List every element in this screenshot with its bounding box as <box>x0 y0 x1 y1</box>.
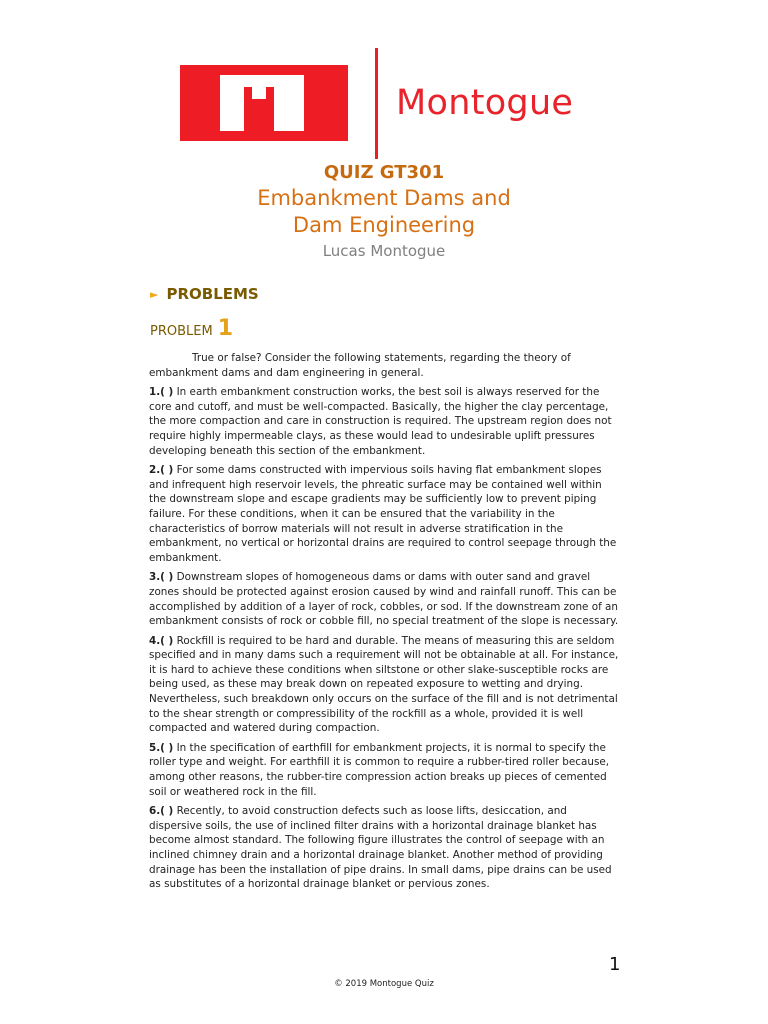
problem-number: 1 <box>217 316 234 341</box>
statement-6 <box>149 804 621 892</box>
statement-3 <box>149 570 621 628</box>
statement-number: 3.( ) <box>149 571 174 584</box>
problem-intro: True or false? Consider the following statements, regarding the theory of embankment dams and dam engineering in general. <box>149 352 571 379</box>
statement-text: Recently, to avoid construction defects such as loose lifts, desiccation, and dispersive soils, the use of inclined filter drains with a horizontal drainage blanket has become almost standard. The following figure illustrates the control of seepage with an inclined chimney drain and a horizontal drainage blanket. Another method of providing drainage has been the installation of pipe drains. In small dams, pipe drains can be used as substitutes of a horizontal drainage blanket or pervious zones. <box>149 805 612 891</box>
problem-body <box>149 351 621 897</box>
problem-label: PROBLEM <box>150 324 213 339</box>
footer-copyright: © 2019 Montogue Quiz <box>334 979 434 989</box>
statement-number: 5.( ) <box>149 741 174 754</box>
problem-heading <box>150 316 233 341</box>
statement-text: In earth embankment construction works, the best soil is always reserved for the core and cutoff, and must be well-compacted. Basically, the higher the clay percentage, the more compaction and care in construction is required. The upstream region does not require highly impermeable clays, as these would lead to undesirable uplift pressures developing beneath this section of the embankment. <box>149 386 612 457</box>
statement-number: 4.( ) <box>149 634 174 647</box>
statement-text: In the specification of earthfill for embankment projects, it is normal to specify the roller type and weight. For earthfill it is common to require a rubber-tired roller because, among other reasons, the rubber-tire compression action breaks up pieces of cemented soil or weathered rock in the fill. <box>149 741 610 798</box>
statement-number: 6.( ) <box>149 805 174 818</box>
author-name: Lucas Montogue <box>322 242 446 260</box>
statement-text: For some dams constructed with impervious soils having flat embankment slopes and infrequent high reservoir levels, the phreatic surface may be contained well within the downstream slope and escape gradients may be sufficiently low to prevent piping failure. For these conditions, when it can be ensured that the variability in the characteristics of borrow materials will not result in adverse stratification in the embankment, no vertical or horizontal drains are required to control seepage through the embankment. <box>149 464 617 564</box>
quiz-code: QUIZ GT301 <box>323 162 445 183</box>
statement-number: 1.( ) <box>149 386 174 399</box>
brand-name: Montogue <box>396 83 574 123</box>
logo-bar-mid <box>252 87 266 99</box>
statement-text: Downstream slopes of homogeneous dams or dams with outer sand and gravel zones should be protected against erosion caused by wind and rainfall runoff. This can be accomplished by addition of a layer of rock, cobbles, or sod. If the downstream zone of an embankment consists of rock or cobble fill, no special treatment of the slope is necessary. <box>149 571 619 628</box>
statement-number: 2.( ) <box>149 464 174 477</box>
statement-text: Rockfill is required to be hard and durable. The means of measuring this are seldom specified and in many dams such a requirement will not be obtainable at all. For instance, it is hard to achieve these conditions when siltstone or other slake-susceptible rocks are being used, as these may break down on repeated exposure to wetting and drying. Nevertheless, such breakdown only occurs on the surface of the fill and is not detrimental to the shear strength or compressibility of the rockfill as a whole, provided it is well compacted and watered during compaction. <box>149 634 619 735</box>
title-line-2: Dam Engineering <box>292 213 476 237</box>
quiz-title <box>0 185 768 239</box>
statement-1 <box>149 385 621 458</box>
title-line-1: Embankment Dams and <box>257 186 511 210</box>
section-label: PROBLEMS <box>166 285 259 303</box>
page-number: 1 <box>609 954 621 975</box>
statement-2 <box>149 463 621 565</box>
triangle-bullet-icon: ► <box>150 288 159 301</box>
logo-bar-right <box>274 75 304 131</box>
statement-5 <box>149 741 621 799</box>
montogue-logo <box>180 65 348 141</box>
statement-4 <box>149 634 621 736</box>
section-heading <box>150 285 259 303</box>
logo-divider <box>375 48 378 159</box>
